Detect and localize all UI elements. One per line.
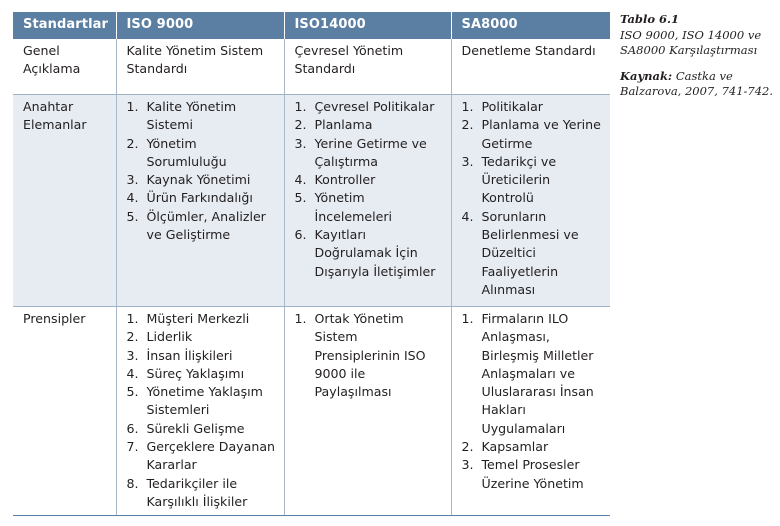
list-item-number: 4. (294, 172, 307, 188)
list-item (127, 383, 276, 420)
list-item-text: Çevresel Politikalar (314, 99, 435, 114)
list-item (462, 208, 603, 299)
list-item (127, 310, 276, 328)
list-item-text: Planlama (314, 117, 373, 133)
list-item-number: 3. (461, 457, 474, 473)
header-standards: Standartlar (13, 12, 116, 39)
row-label-key-elements: Anahtar Elemanlar (13, 95, 116, 307)
list-item (462, 98, 603, 116)
list-item-text: Politikalar (481, 99, 543, 114)
list-item (127, 208, 276, 245)
list-item (127, 420, 276, 438)
list-item-text: Temel Prosesler Üzerine Yönetim (481, 457, 584, 491)
cell-principles-iso9000 (116, 307, 284, 516)
list-item-number: 2. (126, 135, 139, 151)
list-item-text: Kapsamlar (481, 439, 549, 455)
list-item (127, 328, 276, 346)
list-item-text: Yönetim İncelemeleri (314, 190, 393, 224)
list-item-text: Yönetim Sorumluluğu (146, 135, 227, 169)
cell-principles-sa8000 (451, 307, 610, 516)
cell-general-sa8000: Denetleme Standardı (451, 39, 610, 95)
list-item-text: Müşteri Merkezli (146, 311, 250, 326)
list-item (295, 189, 443, 226)
list-item (127, 347, 276, 365)
list-item (295, 171, 443, 189)
list-item-number: 2. (461, 439, 474, 455)
list-item-number: 4. (126, 365, 139, 381)
list-item (462, 116, 603, 153)
list-item-number: 1. (294, 99, 307, 114)
list-principles-iso9000 (127, 310, 276, 511)
list-item-number: 1. (461, 99, 474, 114)
comparison-table-container (13, 12, 610, 516)
list-item (127, 365, 276, 383)
list-item-text: Gerçeklere Dayanan Kararlar (146, 439, 276, 473)
list-item (127, 475, 276, 512)
list-item-text: Sorunların Belirlenmesi ve Düzeltici Faaliyetlerin Alınması (481, 208, 579, 297)
list-item (295, 98, 443, 116)
list-item (462, 456, 603, 493)
list-item-text: Ortak Yönetim Sistem Prensiplerinin ISO 9000 ile Paylaşılması (314, 311, 426, 400)
list-item-number: 2. (461, 117, 474, 133)
table-row-principles (13, 307, 610, 516)
list-item-number: 1. (294, 311, 307, 326)
list-item (462, 153, 603, 208)
caption-source-label: Kaynak: (620, 68, 673, 83)
list-item-number: 3. (461, 153, 474, 169)
list-item-number: 8. (126, 475, 139, 491)
list-item-number: 1. (126, 99, 139, 114)
list-item (127, 98, 276, 135)
caption-description: ISO 9000, ISO 14000 ve SA8000 Karşılaştırması (620, 27, 762, 57)
header-sa8000: SA8000 (451, 12, 610, 39)
cell-general-iso9000: Kalite Yönetim Sistem Standardı (116, 39, 284, 95)
list-item-text: Liderlik (146, 329, 193, 345)
list-item-text: Kayıtları Doğrulamak İçin Dışarıyla İletişimler (314, 227, 436, 279)
cell-key-iso14000 (284, 95, 451, 307)
cell-general-iso14000: Çevresel Yönetim Standardı (284, 39, 451, 95)
list-item (295, 135, 443, 172)
comparison-table (13, 12, 610, 516)
list-item (462, 310, 603, 438)
list-item-text: Ürün Farkındalığı (146, 190, 253, 206)
row-label-principles: Prensipler (13, 307, 116, 516)
cell-principles-iso14000 (284, 307, 451, 516)
list-item-text: Süreç Yaklaşımı (146, 365, 245, 381)
list-item (127, 171, 276, 189)
list-item-text: Firmaların ILO Anlaşması, Birleşmiş Milletler Anlaşmaları ve Uluslararası İnsan Hakları Uygulamaları (481, 311, 594, 436)
list-item-number: 5. (294, 190, 307, 206)
caption-title: Tablo 6.1 (620, 12, 679, 26)
list-item-number: 3. (294, 135, 307, 151)
list-item-text: Tedarikçi ve Üreticilerin Kontrolü (481, 153, 557, 206)
list-item-number: 4. (126, 190, 139, 206)
header-iso9000: ISO 9000 (116, 12, 284, 39)
list-item (295, 116, 443, 134)
list-principles-iso14000 (295, 310, 443, 401)
list-item-text: Tedarikçiler ile Karşılıklı İlişkiler (146, 475, 248, 509)
list-item-number: 5. (126, 384, 139, 400)
list-item-number: 3. (126, 172, 139, 188)
list-item-text: Yönetime Yaklaşım Sistemleri (146, 384, 263, 418)
list-item-number: 1. (461, 311, 474, 326)
list-item-number: 6. (126, 420, 139, 436)
list-item (295, 226, 443, 281)
list-item-text: Planlama ve Yerine Getirme (481, 117, 601, 151)
list-item-number: 5. (126, 208, 139, 224)
list-item (295, 310, 443, 401)
table-header-row (13, 12, 610, 39)
list-item-text: Yerine Getirme ve Çalıştırma (314, 135, 427, 169)
list-key-iso9000 (127, 98, 276, 244)
list-item-number: 4. (461, 208, 474, 224)
table-caption (620, 12, 778, 100)
list-item (127, 135, 276, 172)
list-item-text: İnsan İlişkileri (146, 347, 233, 363)
list-item-number: 6. (294, 227, 307, 243)
list-key-sa8000 (462, 98, 603, 299)
cell-key-iso9000 (116, 95, 284, 307)
list-item-text: Kaynak Yönetimi (146, 172, 251, 188)
caption-source (620, 69, 778, 100)
list-item-number: 1. (126, 311, 139, 326)
list-key-iso14000 (295, 98, 443, 281)
list-item-text: Sürekli Gelişme (146, 420, 245, 436)
list-item-number: 3. (126, 347, 139, 363)
table-row-general (13, 39, 610, 95)
list-item-text: Kalite Yönetim Sistemi (146, 99, 237, 133)
list-item (462, 438, 603, 456)
list-item-number: 2. (126, 329, 139, 345)
row-label-general: Genel Açıklama (13, 39, 116, 95)
list-item (127, 438, 276, 475)
caption-source-text: Castka ve Balzarova, 2007, 741-742. (620, 68, 774, 98)
list-item (127, 189, 276, 207)
list-item-text: Kontroller (314, 172, 376, 188)
list-item-number: 2. (294, 117, 307, 133)
cell-key-sa8000 (451, 95, 610, 307)
table-row-key-elements (13, 95, 610, 307)
list-item-text: Ölçümler, Analizler ve Geliştirme (146, 208, 266, 243)
header-iso14000: ISO14000 (284, 12, 451, 39)
list-principles-sa8000 (462, 310, 603, 493)
list-item-number: 7. (126, 439, 139, 455)
